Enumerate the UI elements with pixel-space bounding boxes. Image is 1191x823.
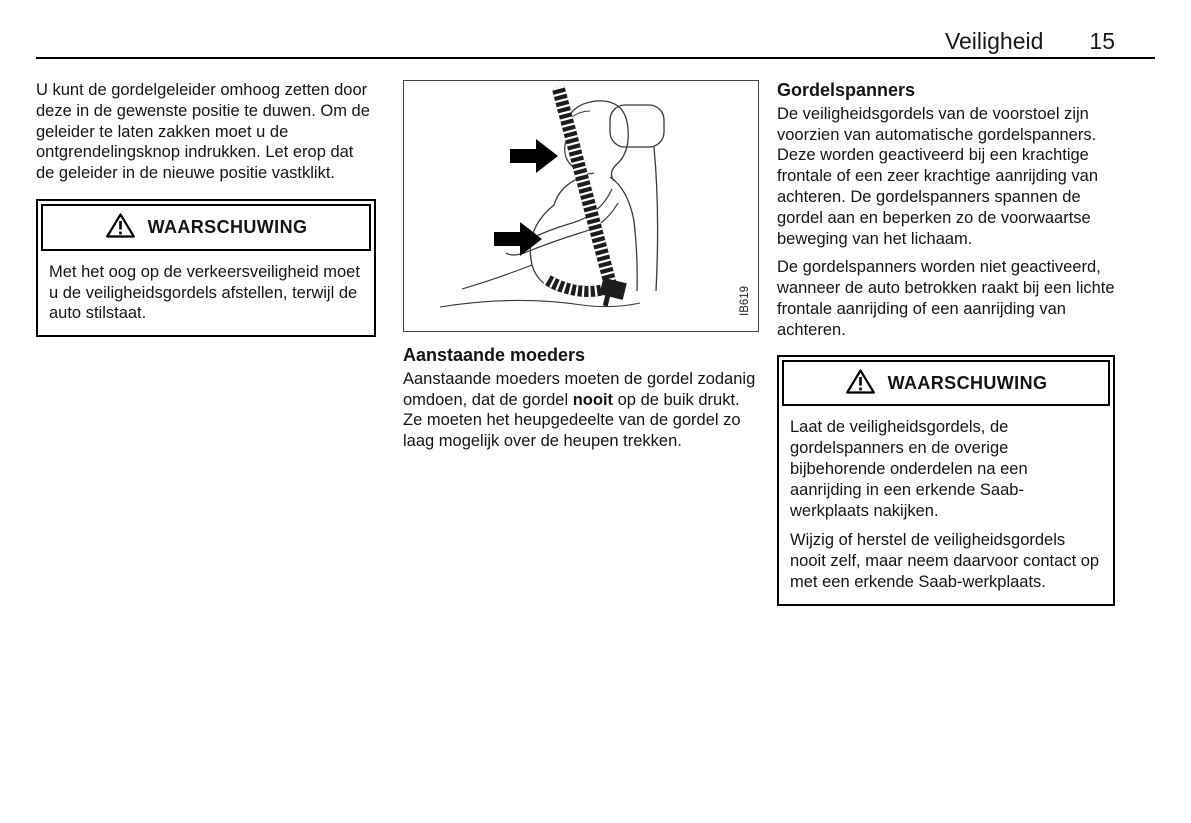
mothers-section [403, 345, 759, 452]
arrow-lower-icon [494, 222, 542, 256]
tensioners-paragraph-1: De veiligheidsgordels van de voorstoel zijn voorzien van automatische gordelspanners. Deze worden geactiveerd bij een krachtige frontale of een zeer krachtige aanrijding van achteren. De gordelspanners spannen de gordel aan en beperken zo de voorwaartse beweging van het lichaam. [777, 104, 1099, 248]
left-column [36, 80, 376, 337]
mothers-text-after: op de buik drukt. Ze moeten het heupgedeelte van de gordel zo laag mogelijk over de heupen trekken. [403, 390, 741, 451]
warning-triangle-icon [105, 212, 136, 244]
seatbelt-figure [403, 80, 759, 332]
figure-code: IB619 [739, 285, 751, 316]
page-title: Veiligheid [944, 28, 1044, 54]
arrow-upper-icon [510, 139, 558, 173]
mothers-text-before: Aanstaande moeders moeten de gordel zodanig omdoen, dat de gordel [403, 369, 756, 409]
warning-box-left [36, 199, 376, 337]
page-number: 15 [1089, 28, 1115, 54]
warning-title-text: WAARSCHUWING [147, 217, 308, 238]
warning-body [779, 409, 1113, 603]
warning-title-text: WAARSCHUWING [887, 373, 1048, 394]
header-rule [36, 57, 1155, 59]
warning-triangle-icon [845, 368, 876, 400]
right-column [777, 80, 1115, 606]
intro-paragraph: U kunt de gordelgeleider omhoog zetten door deze in de gewenste positie te duwen. Om de geleider te laten zakken moet u de ontgrendelingsknop indrukken. Let erop dat de geleider in de nieuwe positie vastklikt. [36, 81, 370, 183]
warning-paragraph-2: Wijzig of herstel de veiligheidsgordels nooit zelf, maar neem daarvoor contact op met een erkende Saab-werkplaats. [790, 531, 1100, 591]
warning-paragraph-1: Laat de veiligheidsgordels, de gordelspanners en de overige bijbehorende onderdelen na een aanrijding in een erkende Saab-werkplaats nakijken. [790, 418, 1028, 520]
warning-paragraph: Met het oog op de verkeersveiligheid moet u de veiligheidsgordels afstellen, terwijl de auto stilstaat. [49, 262, 360, 323]
warning-title-bar [41, 204, 371, 251]
mothers-text-bold: nooit [572, 390, 614, 409]
mothers-heading: Aanstaande moeders [403, 345, 586, 365]
warning-title-bar [782, 360, 1110, 407]
page-header [945, 28, 1115, 55]
tensioners-paragraph-2: De gordelspanners worden niet geactiveerd, wanneer de auto betrokken raakt bij een lichte frontale aanrijding of een aanrijding van achteren. [777, 258, 1115, 339]
tensioners-heading: Gordelspanners [777, 80, 916, 100]
middle-column [403, 80, 759, 452]
mothers-paragraph [403, 369, 759, 452]
pregnant-woman-illustration [404, 81, 758, 330]
warning-body [38, 254, 374, 335]
warning-box-right [777, 355, 1115, 606]
